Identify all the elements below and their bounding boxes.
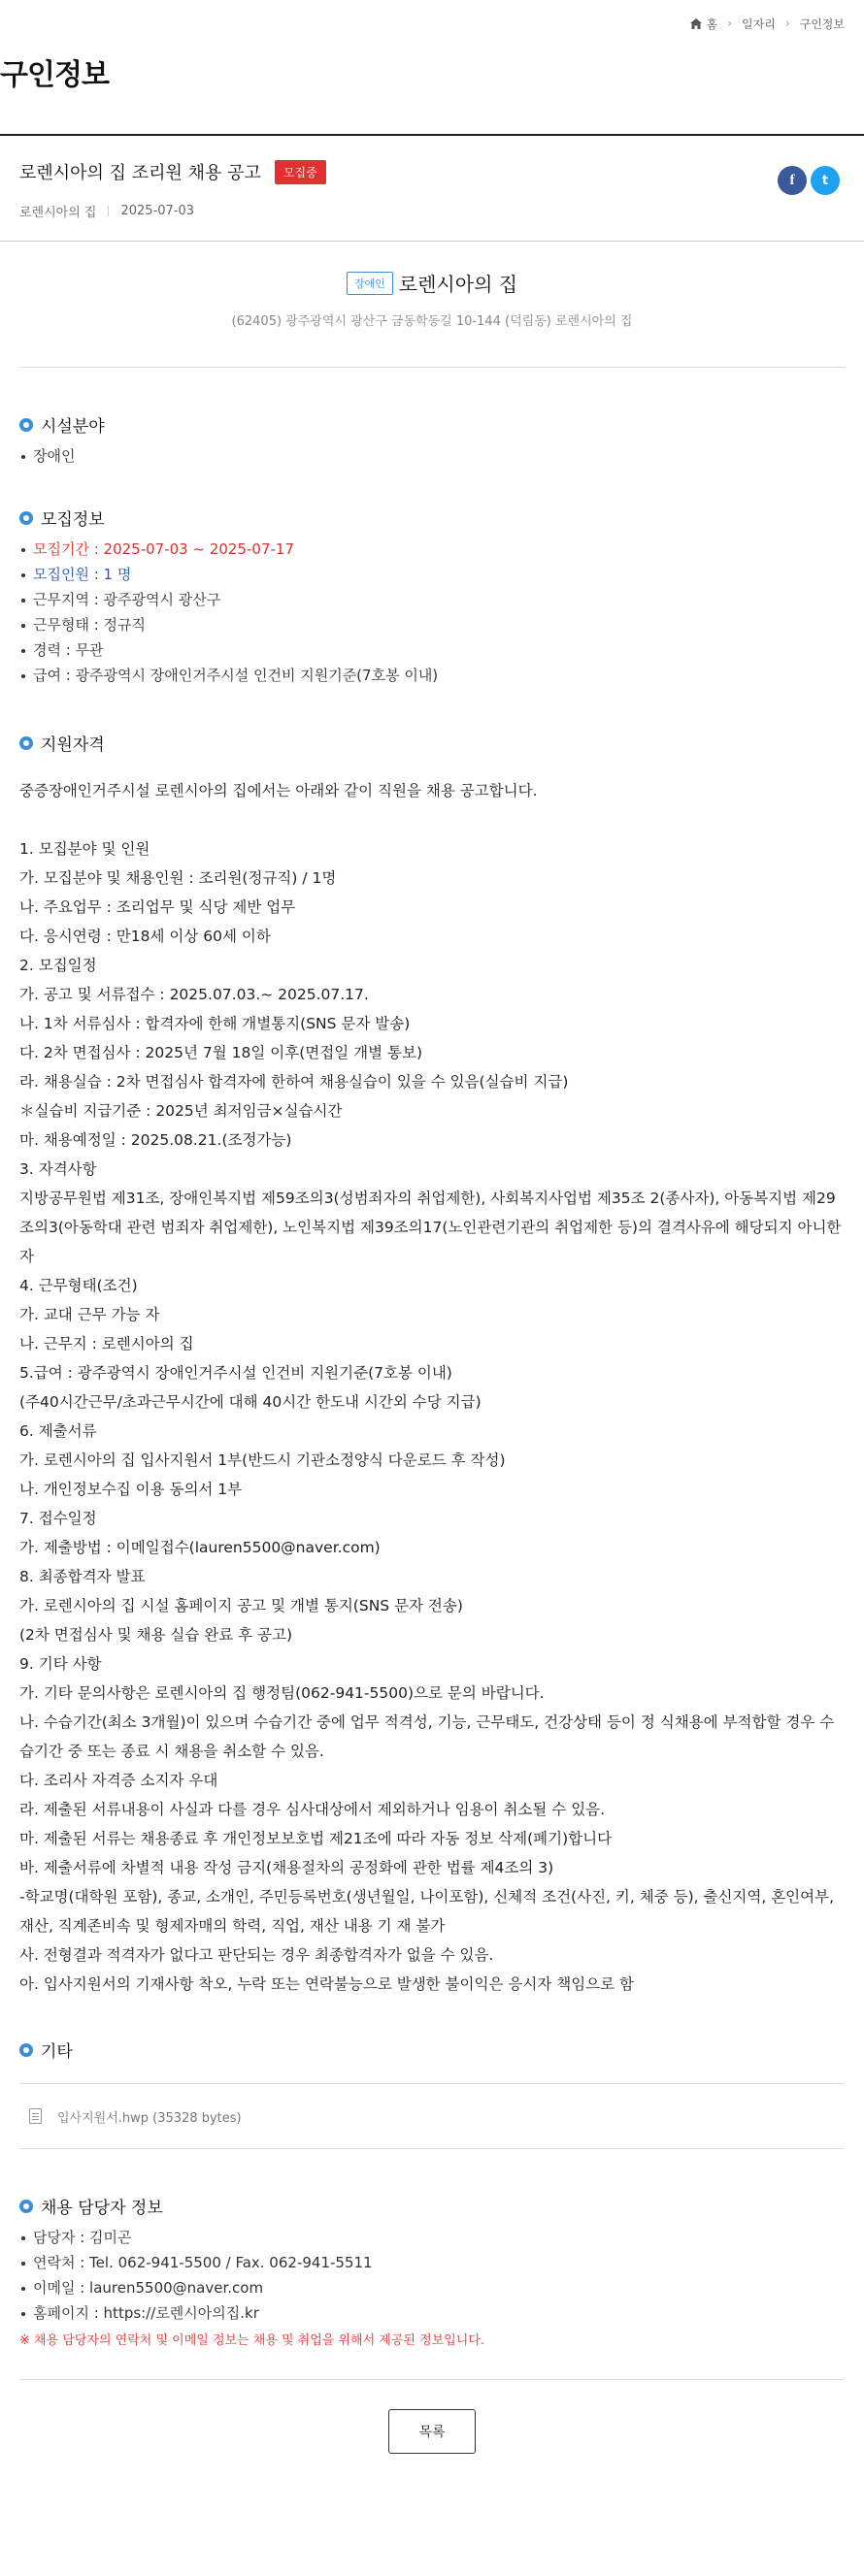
section-bullet-icon [19, 2200, 33, 2213]
breadcrumb-current: 구인정보 [799, 16, 845, 31]
meta-divider [108, 206, 109, 216]
chevron-right-icon: › [784, 16, 790, 30]
qualification-line: 라. 채용실습 : 2차 면접심사 합격자에 한하여 채용실습이 있을 수 있음(실습비 지급) [19, 1073, 569, 1091]
qualification-line: 다. 응시연령 : 만18세 이상 60세 이하 [19, 928, 271, 945]
contact-notice: ※ 채용 담당자의 연락처 및 이메일 정보는 채용 및 취업을 위해서 제공된 정보입니다. [19, 2333, 485, 2348]
list-item: 장애인 [19, 443, 845, 469]
home-icon [690, 18, 702, 29]
qualification-line: 7. 접수일정 [19, 1510, 97, 1527]
chevron-right-icon: › [727, 16, 733, 30]
section-bullet-icon [19, 2043, 33, 2057]
facility-info [19, 242, 845, 368]
section-qualification [19, 731, 845, 1999]
qualification-line: 가. 공고 및 서류접수 : 2025.07.03.~ 2025.07.17. [19, 986, 369, 1003]
breadcrumb [0, 0, 864, 47]
facility-name: 로렌시아의 집 [398, 273, 518, 296]
qualification-line: 4. 근무형태(조건) [19, 1277, 138, 1294]
qualification-line: 지방공무원법 제31조, 장애인복지법 제59조의3(성범죄자의 취업제한), 사회복지사업법 제35조 2(종사자), 아동복지법 제29조의3(아동학대 관련 범죄자 취업제한), 노인복지법 제39조의17(노인관련기관의 취업제한 등)의 결격사유에 해당되지 아니한 자 [19, 1190, 842, 1265]
post-org: 로렌시아의 집 [19, 206, 97, 220]
qualification-line: 6. 제출서류 [19, 1422, 97, 1440]
list-item: 경력 : 무관 [19, 637, 845, 663]
list-item: 연락처 : Tel. 062-941-5500 / Fax. 062-941-5511 [19, 2250, 845, 2275]
qualification-line: 가. 교대 근무 가능 자 [19, 1306, 160, 1323]
status-badge: 모집중 [275, 160, 326, 184]
section-title: 기타 [41, 2042, 73, 2062]
post-title: 로렌시아의 집 조리원 채용 공고 [19, 163, 261, 183]
list-button[interactable]: 목록 [388, 2409, 476, 2454]
qualification-line: 중증장애인거주시설 로렌시아의 집에서는 아래와 같이 직원을 채용 공고합니다. [19, 782, 538, 799]
qualification-line: 나. 개인정보수집 이용 동의서 1부 [19, 1481, 243, 1498]
file-icon [29, 2108, 42, 2124]
qualification-line: 5.급여 : 광주광역시 장애인거주시설 인건비 지원기준(7호봉 이내) [19, 1364, 452, 1382]
section-title: 시설분야 [41, 417, 105, 437]
qualification-line: 마. 채용예정일 : 2025.08.21.(조정가능) [19, 1131, 292, 1149]
qualification-line: 1. 모집분야 및 인원 [19, 840, 150, 858]
section-title: 지원자격 [41, 735, 105, 755]
attachment-file-name[interactable]: 입사지원서.hwp (35328 bytes) [57, 2110, 242, 2126]
facebook-icon: f [789, 172, 795, 188]
post-content [0, 412, 864, 2348]
qualification-line: 나. 1차 서류심사 : 합격자에 한해 개별통지(SNS 문자 발송) [19, 1015, 411, 1032]
qualification-line: (주40시간근무/초과근무시간에 대해 40시간 한도내 시간외 수당 지급) [19, 1393, 482, 1411]
section-bullet-icon [19, 418, 33, 432]
twitter-icon: t [821, 173, 829, 188]
qualification-line: 다. 조리사 자격증 소지자 우대 [19, 1772, 218, 1789]
qualification-line: 마. 제출된 서류는 채용종료 후 개인정보보호법 제21조에 따라 자동 정보 삭제(폐기)합니다 [19, 1830, 613, 1847]
qualification-line: 2. 모집일정 [19, 957, 97, 974]
qualification-line: 나. 근무지 : 로렌시아의 집 [19, 1335, 194, 1353]
page-title: 구인정보 [0, 58, 109, 92]
attachment-item[interactable] [19, 2083, 845, 2149]
breadcrumb-jobs[interactable]: 일자리 [742, 16, 776, 31]
qualification-line: 8. 최종합격자 발표 [19, 1568, 146, 1585]
twitter-share-button[interactable] [811, 166, 840, 195]
qualification-line: 가. 로렌시아의 집 입사지원서 1부(반드시 기관소정양식 다운로드 후 작성) [19, 1451, 506, 1469]
qualification-line: 가. 모집분야 및 채용인원 : 조리원(정규직) / 1명 [19, 869, 337, 887]
section-bullet-icon [19, 736, 33, 750]
section-contact [19, 2194, 845, 2348]
qualification-line: 가. 로렌시아의 집 시설 홈페이지 공고 및 개별 통지(SNS 문자 전송) [19, 1597, 463, 1614]
facility-address: (62405) 광주광역시 광산구 금동학동길 10-144 (덕림동) 로렌시아의 집 [231, 314, 633, 329]
list-item: 급여 : 광주광역시 장애인거주시설 인건비 지원기준(7호봉 이내) [19, 663, 845, 688]
qualification-line: ＊실습비 지급기준 : 2025년 최저임금×실습시간 [19, 1102, 343, 1120]
qualification-line: 3. 자격사항 [19, 1160, 97, 1178]
bottom-divider [19, 2379, 845, 2380]
qualification-line: 9. 기타 사항 [19, 1655, 102, 1673]
list-item: 이메일 : lauren5500@naver.com [19, 2275, 845, 2300]
qualification-line: 가. 제출방법 : 이메일접수(lauren5500@naver.com) [19, 1539, 381, 1556]
section-bullet-icon [19, 511, 33, 525]
list-item-period: 모집기간 : 2025-07-03 ~ 2025-07-17 [19, 537, 845, 562]
qualification-line: 바. 제출서류에 차별적 내용 작성 금지(채용절차의 공정화에 관한 법률 제4조의 3) [19, 1859, 554, 1876]
section-title: 채용 담당자 정보 [41, 2199, 163, 2218]
list-item: 담당자 : 김미곤 [19, 2225, 845, 2250]
list-item-headcount: 모집인원 : 1 명 [19, 562, 845, 587]
qualification-line: 다. 2차 면접심사 : 2025년 7월 18일 이후(면접일 개별 통보) [19, 1044, 422, 1061]
qualification-line: 라. 제출된 서류내용이 사실과 다를 경우 심사대상에서 제외하거나 임용이 취소될 수 있음. [19, 1801, 606, 1818]
qualification-line: 나. 주요업무 : 조리업무 및 식당 제반 업무 [19, 898, 296, 916]
post-date: 2025-07-03 [120, 204, 195, 218]
qualification-line: 나. 수습기간(최소 3개월)이 있으며 수습기간 중에 업무 적격성, 기능, 근무태도, 건강상태 등이 정 식채용에 부적합할 경우 수습기간 중 또는 종료 시 채용을 취소할 수 있음. [19, 1713, 835, 1760]
breadcrumb-home[interactable] [690, 16, 718, 32]
list-item: 근무형태 : 정규직 [19, 612, 845, 637]
qualification-line: 가. 기타 문의사항은 로렌시아의 집 행정팀(062-941-5500)으로 문의 바랍니다. [19, 1684, 545, 1702]
qualification-line: (2차 면접심사 및 채용 실습 완료 후 공고) [19, 1626, 293, 1644]
qualification-body [19, 776, 845, 1999]
qualification-line: 사. 전형결과 적격자가 없다고 판단되는 경우 최종합격자가 없을 수 있음. [19, 1946, 494, 1964]
post-header [0, 136, 864, 242]
list-item: 근무지역 : 광주광역시 광산구 [19, 587, 845, 612]
page-bottom-spacer [0, 2454, 864, 2518]
qualification-line: -학교명(대학원 포함), 종교, 소개인, 주민등록번호(생년월일, 나이포함), 신체적 조건(사진, 키, 체중 등), 출신지역, 혼인여부, 재산, 직계존비속 및 형제자매의 학력, 직업, 재산 내용 기 재 불가 [19, 1888, 835, 1935]
qualification-line: 아. 입사지원서의 기재사항 착오, 누락 또는 연락불능으로 발생한 불이익은 응시자 책임으로 함 [19, 1975, 635, 1993]
list-item: 홈페이지 : https://로렌시아의집.kr [19, 2300, 845, 2326]
section-etc [19, 2038, 845, 2062]
facility-type-badge: 장애인 [347, 272, 393, 295]
section-field [19, 412, 845, 469]
qualification-line [19, 805, 845, 834]
share-buttons [774, 166, 840, 195]
section-title: 모집정보 [41, 510, 105, 530]
section-recruit [19, 505, 845, 688]
breadcrumb-home-label: 홈 [706, 16, 718, 31]
facebook-share-button[interactable] [778, 166, 807, 195]
